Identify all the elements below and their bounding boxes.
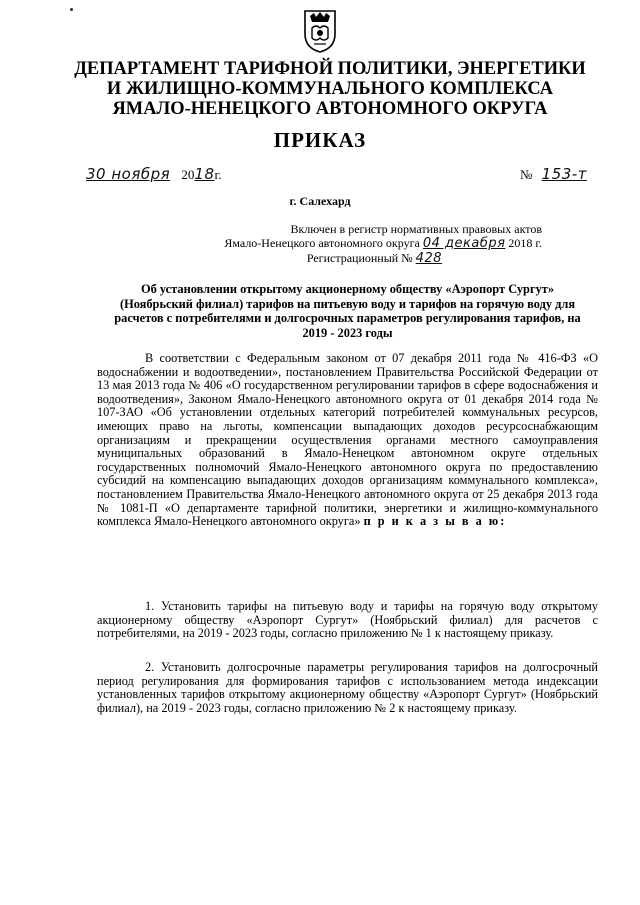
order-subject: Об установлении открытому акционерному обществу «Аэропорт Сургут» (Ноябрьский филиал) тарифов на питьевую воду и тарифов на горячую воду для расчетов с потребителями и долгосрочных параметров регулирования тарифов, на 2019 - 2023 годы bbox=[114, 282, 581, 340]
year-prefix: 20 bbox=[181, 167, 195, 182]
item-1-text: 1. Установить тарифы на питьевую воду и тарифы на горячую воду открытому акционерному обществу «Аэропорт Сургут» (Ноябрьский филиал) для расчетов с потребителями, на 2019 - 2023 годы, согласно приложению № 1 к настоящему приказу. bbox=[97, 599, 598, 641]
department-line: И ЖИЛИЩНО-КОММУНАЛЬНОГО КОМПЛЕКСА bbox=[106, 78, 554, 99]
registry-date-handwritten: 04 декабря bbox=[422, 236, 506, 251]
registry-year: 2018 г. bbox=[508, 236, 542, 250]
preamble-paragraph bbox=[97, 352, 598, 529]
preamble-text: В соответствии с Федеральным законом от 07 декабря 2011 года № 416-ФЗ «О водоснабжении и водоотведении», постановлением Правительства Российской Федерации от 13 мая 2013 года № 406 «О государственном регулировании тарифов в сфере водоснабжения и водоотведения», Законом Ямало-Ненецкого автономного округа от 01 декабря 2014 года № 107-ЗАО «Об установлении отдельных категорий потребителей коммунальных ресурсов, имеющих право на льготы, компенсации выпадающих доходов ресурсоснабжающим организациям и прекращении осуществления органами местного самоуправления муниципальных образований в Ямало-Ненецком автономном округе отдельных государственных полномочий Ямало-Ненецкого автономного округа по предоставлению субсидий на компенсацию выпадающих доходов организациям коммунального комплекса», постановлением Правительства Ямало-Ненецкого автономного округа от 25 декабря 2013 года № 1081-П «О департаменте тарифной политики, энергетики и жилищно-коммунального комплекса Ямало-Ненецкого автономного округа» bbox=[97, 351, 598, 529]
order-word: п р и к а з ы в а ю: bbox=[363, 514, 507, 529]
department-name bbox=[68, 59, 592, 119]
item-1 bbox=[97, 600, 598, 641]
registry-stamp bbox=[182, 222, 542, 266]
registry-number-handwritten: 428 bbox=[415, 251, 442, 266]
registry-region: Ямало-Ненецкого автономного округа bbox=[224, 236, 420, 250]
order-number bbox=[520, 165, 587, 183]
item-2 bbox=[97, 661, 598, 715]
item-2-text: 2. Установить долгосрочные параметры регулирования тарифов на долгосрочный период регулирования для формирования тарифов с использованием метода индексации установленных тарифов открытому акционерному обществу «Аэропорт Сургут» (Ноябрьский филиал), на 2019 - 2023 годы, согласно приложению № 2 к настоящему приказу. bbox=[97, 660, 598, 715]
year-suffix: г. bbox=[214, 167, 222, 182]
registry-line bbox=[182, 236, 542, 251]
coat-of-arms-icon bbox=[302, 8, 338, 54]
registry-line: Включен в регистр нормативных правовых актов bbox=[290, 222, 542, 236]
date-handwritten: 30 ноября bbox=[86, 165, 171, 183]
registry-line bbox=[182, 251, 542, 266]
registry-number-label: Регистрационный № bbox=[306, 251, 413, 265]
city: г. Салехард bbox=[289, 194, 351, 208]
number-label: № bbox=[520, 167, 533, 182]
order-date bbox=[86, 165, 222, 183]
department-line: ДЕПАРТАМЕНТ ТАРИФНОЙ ПОЛИТИКИ, ЭНЕРГЕТИКИ bbox=[74, 58, 586, 79]
department-line: ЯМАЛО-НЕНЕЦКОГО АВТОНОМНОГО ОКРУГА bbox=[112, 98, 548, 119]
scan-speck bbox=[70, 8, 73, 11]
year-handwritten: 18 bbox=[194, 165, 215, 183]
number-handwritten: 153-т bbox=[541, 165, 587, 183]
document-title: ПРИКАЗ bbox=[273, 128, 367, 152]
